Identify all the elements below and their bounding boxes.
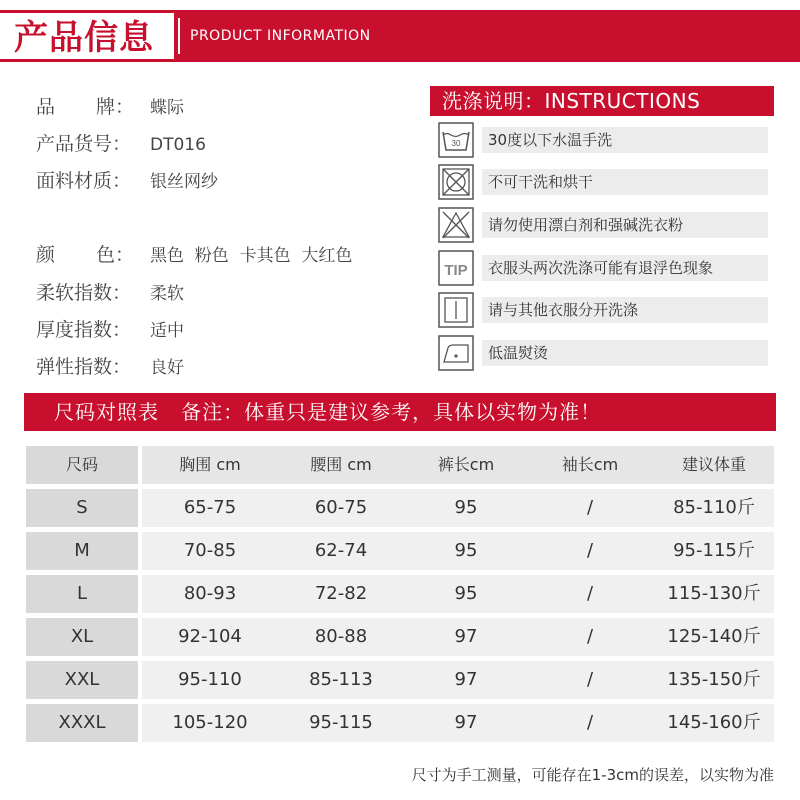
separate-wash-icon: [438, 292, 474, 328]
table-header-row: [26, 446, 774, 484]
table-row: [26, 489, 774, 527]
table-row: [26, 661, 774, 699]
table-cell: 97: [454, 626, 478, 647]
info-label-part: 颜: [36, 244, 56, 266]
table-cell: 85-113: [309, 669, 373, 690]
header-bar: [0, 10, 800, 62]
table-cell: 95-110: [178, 669, 242, 690]
table-cell: 72-82: [314, 583, 368, 604]
table-cell: /: [586, 712, 594, 733]
table-header-cell: 裤长cm: [437, 455, 495, 474]
table-cell: 85-110斤: [673, 497, 755, 518]
table-cell: 95: [454, 540, 478, 561]
info-label: 弹性指数：: [36, 356, 132, 378]
table-cell: 65-75: [183, 497, 237, 518]
table-cell: 95-115: [309, 712, 373, 733]
table-cell: 97: [454, 712, 478, 733]
care-item: [438, 164, 768, 200]
info-row-material: [36, 166, 218, 196]
info-label-part: 色：: [95, 244, 134, 266]
table-cell: 60-75: [314, 497, 368, 518]
table-cell: 95: [454, 497, 478, 518]
table-row: [26, 575, 774, 613]
care-item: [438, 335, 768, 371]
table-cell-size: S: [26, 489, 138, 527]
page-subtitle: PRODUCT INFORMATION: [190, 28, 371, 44]
table-cell: 92-104: [178, 626, 242, 647]
table-header-cell: 袖长cm: [561, 455, 619, 474]
info-row-item-no: [36, 129, 206, 159]
info-value: DT016: [150, 135, 206, 155]
header-title-box: [0, 10, 174, 62]
table-cell: 95-115斤: [673, 540, 755, 561]
care-text: 请勿使用漂白剂和强碱洗衣粉: [482, 212, 768, 238]
table-cell: 95: [454, 583, 478, 604]
size-chart-title: 尺码对照表 备注：体重只是建议参考，具体以实物为准！: [24, 393, 776, 431]
no-bleach-icon: [438, 207, 474, 243]
table-cell: 97: [454, 669, 478, 690]
table-cell-size: XXXL: [26, 704, 138, 742]
info-label: 面料材质：: [36, 170, 132, 192]
table-header-cell: 胸围 cm: [179, 455, 241, 474]
table-cell: 80-88: [314, 626, 368, 647]
table-cell-size: XL: [26, 618, 138, 656]
care-item: [438, 250, 768, 286]
svg-text:30: 30: [451, 139, 461, 148]
table-cell: 145-160斤: [667, 712, 761, 733]
care-text: 低温熨烫: [482, 340, 768, 366]
tip-icon: [438, 250, 474, 286]
table-cell: 80-93: [183, 583, 237, 604]
info-row-softness: [36, 278, 184, 308]
info-value: 银丝网纱: [150, 172, 218, 192]
footnote: 尺寸为手工测量，可能存在1-3cm的误差，以实物为准: [411, 766, 774, 784]
care-item: [438, 292, 768, 328]
care-text: 衣服头两次洗涤可能有退浮色现象: [482, 255, 768, 281]
table-header-cell: 建议体重: [681, 455, 746, 474]
info-value: 黑色 粉色 卡其色 大红色: [150, 246, 353, 266]
info-label: [36, 92, 134, 122]
info-row-color: [36, 240, 352, 270]
page-title: 产品信息: [14, 18, 154, 58]
care-instructions-title: 洗涤说明：INSTRUCTIONS: [430, 86, 774, 116]
info-value: 适中: [150, 321, 184, 341]
table-cell-size: XXL: [26, 661, 138, 699]
care-item: [438, 207, 768, 243]
low-iron-icon: [438, 335, 474, 371]
table-cell: /: [586, 497, 594, 518]
table-cell: 115-130斤: [667, 583, 761, 604]
info-row-brand: [36, 92, 184, 122]
header-divider: [178, 18, 180, 54]
no-dry-clean-tumble-icon: [438, 164, 474, 200]
info-label-part: 牌：: [95, 96, 134, 118]
info-label-part: 品: [36, 96, 56, 118]
tip-icon-text: TIP: [444, 262, 468, 279]
info-row-thickness: [36, 315, 184, 345]
table-cell: 135-150斤: [667, 669, 761, 690]
table-header-cell: 尺码: [26, 446, 138, 484]
table-cell: /: [586, 669, 594, 690]
care-item: [438, 122, 768, 158]
table-cell: /: [586, 540, 594, 561]
info-label: 产品货号：: [36, 133, 132, 155]
table-cell: 70-85: [183, 540, 237, 561]
care-text: 请与其他衣服分开洗涤: [482, 297, 768, 323]
care-text: 不可干洗和烘干: [482, 169, 768, 195]
info-label: [36, 240, 134, 270]
info-value: 蝶际: [150, 98, 184, 118]
hand-wash-30-icon: [438, 122, 474, 158]
table-cell: 105-120: [172, 712, 248, 733]
table-cell: /: [586, 626, 594, 647]
table-row: [26, 704, 774, 742]
care-text: 30度以下水温手洗: [482, 127, 768, 153]
info-value: 良好: [150, 358, 184, 378]
info-row-elasticity: [36, 352, 184, 382]
table-cell: 125-140斤: [667, 626, 761, 647]
table-row: [26, 532, 774, 570]
info-value: 柔软: [150, 284, 184, 304]
table-cell-size: M: [26, 532, 138, 570]
table-row: [26, 618, 774, 656]
table-cell: 62-74: [314, 540, 368, 561]
table-cell-size: L: [26, 575, 138, 613]
info-label: 厚度指数：: [36, 319, 132, 341]
info-label: 柔软指数：: [36, 282, 132, 304]
table-cell: /: [586, 583, 594, 604]
table-header-cell: 腰围 cm: [310, 455, 372, 474]
